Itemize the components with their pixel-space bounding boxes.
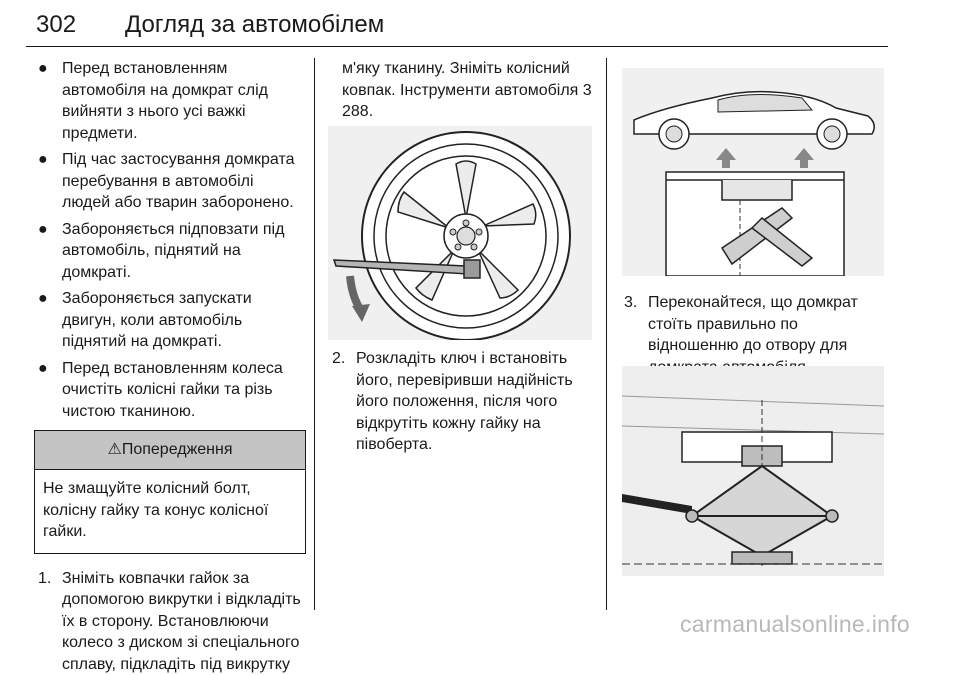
column-2-step [328,348,600,456]
bullet-icon: ● [38,149,48,171]
column-2 [328,58,600,123]
bullet-icon: ● [38,58,48,80]
page-header [26,6,888,47]
step-number: 2. [332,348,345,370]
bullet-item: ● Під час застосування домкрата перебування в автомобілі людей або тварин заборонено. [34,149,306,214]
jack-detail-illustration [622,366,884,576]
page-reference-icon: 3 [583,82,592,99]
bullet-item: ● Перед встановленням колеса очистіть колісні гайки та різь чистою тканиною. [34,358,306,423]
bullet-icon: ● [38,358,48,380]
step-1 [34,568,306,675]
step-number: 3. [624,292,637,314]
bullet-icon: ● [38,288,48,310]
bullet-icon: ● [38,219,48,241]
wheel-wrench-illustration [328,126,592,340]
warning-box [34,430,306,554]
column-1 [34,58,306,675]
page-reference: 288. [342,103,373,120]
bullet-item: ● Забороняється запускати двигун, коли автомобіль піднятий на домкраті. [34,288,306,353]
step-2 [328,348,600,456]
step-number: 1. [38,568,51,590]
watermark: carmanualsonline.info [680,611,910,638]
continued-text: м'яку тканину. Зніміть колісний ковпак. Інструменти автомобіля 3 288. [328,58,600,123]
column-divider [314,58,315,610]
warning-header [35,431,305,470]
step-text: Переконайтеся, що домкрат стоїть правильно по відношенню до отвору для [648,294,858,376]
bullet-item: ● Перед встановленням автомобіля на домкрат слід вийняти з нього усі важкі предмети. [34,58,306,144]
step-text: Зніміть ковпачки гайок за допомогою викрутки і відкладіть їх в сторону. Встановлюючи колесо з диском зі спеціального сплаву, підкладіть під викрутку [62,570,301,673]
step-text: Розкладіть ключ і встановіть його, перевіривши надійність його положення, після чого відкрутіть кожну гайку на півоберта. [356,350,573,453]
chapter-title: Догляд за автомобілем [125,11,384,39]
column-divider [606,58,607,610]
warning-title: Попередження [122,441,233,458]
car-on-jack-illustration [622,68,884,276]
bullet-item: ● Забороняється підповзати під автомобіль, піднятий на домкраті. [34,219,306,284]
warning-body: Не змащуйте колісний болт, колісну гайку та конус колісної гайки. [35,470,305,553]
warning-icon: ⚠ [107,441,121,458]
page-number: 302 [36,11,76,39]
